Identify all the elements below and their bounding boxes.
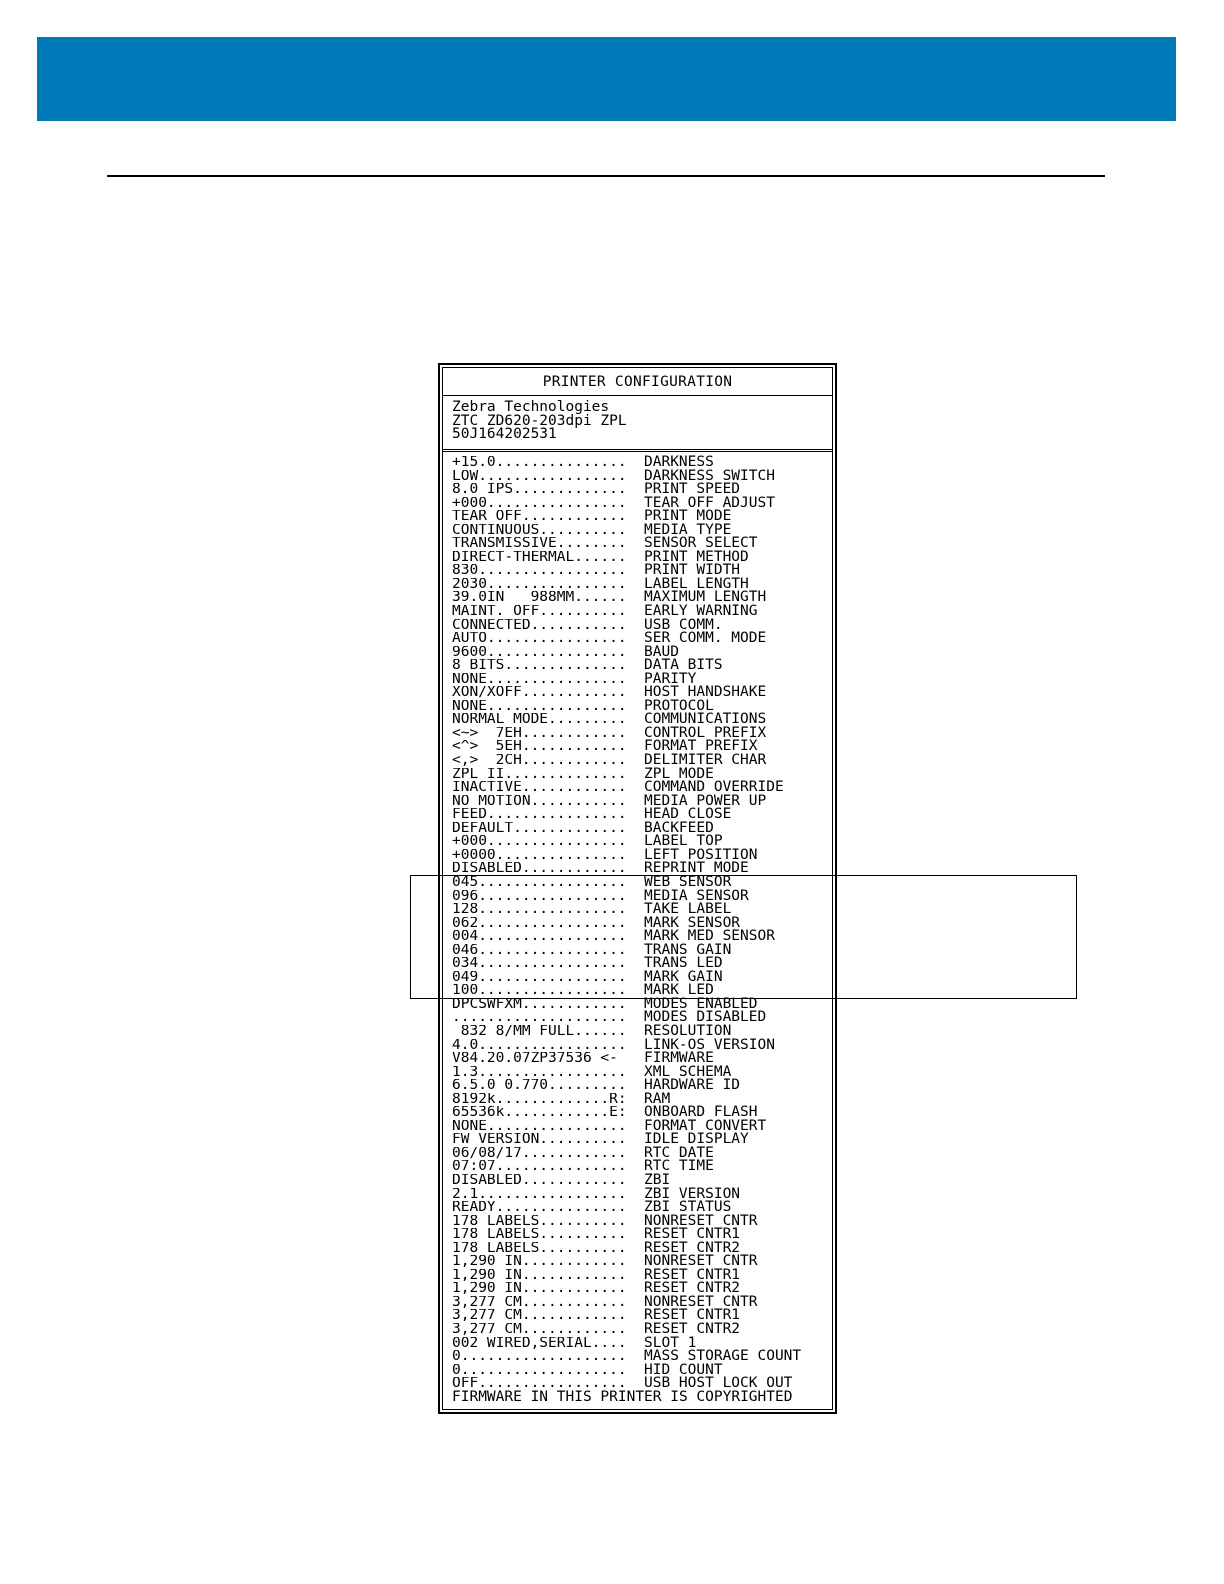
setting-value: 046................. bbox=[452, 943, 627, 958]
setting-name: MARK SENSOR bbox=[644, 914, 741, 931]
setting-value: +000................ bbox=[452, 496, 627, 511]
setting-value: CONNECTED........... bbox=[452, 618, 627, 633]
setting-row bbox=[452, 1133, 832, 1147]
setting-name: REPRINT MODE bbox=[644, 860, 749, 877]
setting-name: FORMAT CONVERT bbox=[644, 1117, 767, 1134]
setting-value: 39.0IN 988MM...... bbox=[452, 591, 627, 606]
setting-name: RESET CNTR1 bbox=[644, 1226, 741, 1243]
setting-name: SLOT 1 bbox=[644, 1334, 697, 1351]
setting-row bbox=[452, 1293, 832, 1310]
setting-name: HARDWARE ID bbox=[644, 1077, 741, 1094]
setting-name: ZBI STATUS bbox=[644, 1199, 732, 1216]
label-title: PRINTER CONFIGURATION bbox=[443, 368, 832, 396]
setting-value: 1.3................. bbox=[452, 1065, 627, 1080]
setting-name: IDLE DISPLAY bbox=[644, 1131, 749, 1148]
setting-row bbox=[452, 697, 832, 714]
sensor-values-callout-box bbox=[410, 875, 1077, 999]
setting-name: MASS STORAGE COUNT bbox=[644, 1348, 802, 1365]
setting-name: DATA BITS bbox=[644, 657, 723, 674]
setting-row bbox=[452, 808, 832, 822]
setting-value: DISABLED............ bbox=[452, 862, 627, 876]
setting-name: PRINT MODE bbox=[644, 508, 732, 525]
setting-name: LABEL LENGTH bbox=[644, 575, 749, 592]
setting-row bbox=[452, 632, 832, 646]
setting-row bbox=[452, 1350, 832, 1364]
setting-value: XON/XOFF............ bbox=[452, 686, 627, 700]
setting-name: RESOLUTION bbox=[644, 1022, 732, 1039]
setting-value: DIRECT-THERMAL...... bbox=[452, 550, 627, 565]
setting-row bbox=[452, 835, 832, 849]
setting-name: TRANS LED bbox=[644, 955, 723, 972]
setting-name: NONRESET CNTR bbox=[644, 1212, 758, 1229]
setting-row bbox=[452, 564, 832, 578]
setting-row bbox=[452, 1171, 832, 1188]
setting-row bbox=[452, 1144, 832, 1161]
setting-value: 8192k.............R: bbox=[452, 1092, 627, 1107]
setting-name: USB COMM. bbox=[644, 616, 723, 633]
setting-value: FEED................ bbox=[452, 808, 627, 822]
header-rule bbox=[107, 175, 1105, 177]
setting-value: 3,277 CM............ bbox=[452, 1295, 627, 1310]
setting-row bbox=[452, 483, 832, 497]
setting-value: NONE................ bbox=[452, 1119, 627, 1134]
setting-name: DELIMITER CHAR bbox=[644, 752, 767, 769]
setting-value: 832 8/MM FULL...... bbox=[452, 1024, 627, 1039]
setting-row bbox=[452, 1011, 832, 1025]
setting-row bbox=[452, 467, 832, 484]
setting-row bbox=[452, 521, 832, 538]
setting-value: OFF................. bbox=[452, 1377, 627, 1391]
top-banner bbox=[37, 37, 1176, 121]
setting-value: NONE................ bbox=[452, 672, 627, 687]
setting-name: RTC TIME bbox=[644, 1158, 714, 1175]
setting-value: +0000............... bbox=[452, 848, 627, 863]
setting-row bbox=[452, 1063, 832, 1080]
setting-name: MAXIMUM LENGTH bbox=[644, 589, 767, 606]
setting-row bbox=[452, 1282, 832, 1296]
setting-value: NO MOTION........... bbox=[452, 794, 627, 809]
setting-row bbox=[452, 1228, 832, 1242]
setting-name: ZBI VERSION bbox=[644, 1185, 741, 1202]
setting-value: 045................. bbox=[452, 875, 627, 890]
setting-name: EARLY WARNING bbox=[644, 603, 758, 620]
setting-name: MARK GAIN bbox=[644, 968, 723, 985]
setting-row bbox=[452, 591, 832, 605]
setting-row bbox=[452, 1117, 832, 1134]
setting-value: +000................ bbox=[452, 835, 627, 849]
setting-value: 128................. bbox=[452, 903, 627, 917]
setting-value: TRANSMISSIVE........ bbox=[452, 537, 627, 551]
setting-value: 830................. bbox=[452, 564, 627, 578]
setting-name: TAKE LABEL bbox=[644, 901, 732, 918]
setting-row bbox=[452, 1212, 832, 1229]
setting-value: 65536k............E: bbox=[452, 1106, 627, 1120]
setting-name: NONRESET CNTR bbox=[644, 1293, 758, 1310]
setting-row bbox=[452, 792, 832, 809]
setting-row bbox=[452, 1201, 832, 1215]
setting-name: PRINT WIDTH bbox=[644, 562, 741, 579]
setting-value: 4.0................. bbox=[452, 1038, 627, 1053]
setting-value: 6.5.0 0.770......... bbox=[452, 1079, 627, 1093]
setting-name: COMMAND OVERRIDE bbox=[644, 779, 784, 796]
setting-name: DARKNESS bbox=[644, 454, 714, 470]
setting-value: 100................. bbox=[452, 984, 627, 998]
setting-row bbox=[452, 1052, 832, 1066]
setting-name: RESET CNTR2 bbox=[644, 1280, 741, 1297]
printer-identity bbox=[443, 396, 832, 452]
setting-value: FW VERSION.......... bbox=[452, 1133, 627, 1147]
setting-row bbox=[452, 548, 832, 565]
setting-row bbox=[452, 1090, 832, 1107]
setting-value: NONE................ bbox=[452, 699, 627, 714]
setting-value: .................... bbox=[452, 1011, 627, 1025]
setting-name: FORMAT PREFIX bbox=[644, 738, 758, 755]
setting-value: 0................... bbox=[452, 1350, 627, 1364]
setting-row bbox=[452, 1323, 832, 1337]
setting-name: RESET CNTR1 bbox=[644, 1266, 741, 1283]
setting-row bbox=[452, 1160, 832, 1174]
setting-name: ONBOARD FLASH bbox=[644, 1104, 758, 1121]
setting-value: <,> 2CH............ bbox=[452, 754, 627, 768]
setting-row bbox=[452, 1255, 832, 1269]
setting-name: SENSOR SELECT bbox=[644, 535, 758, 552]
setting-row bbox=[452, 616, 832, 633]
setting-value: 1,290 IN............ bbox=[452, 1268, 627, 1283]
printer-model: ZTC ZD620-203dpi ZPL bbox=[452, 412, 627, 429]
setting-row bbox=[452, 1266, 832, 1283]
setting-name: PROTOCOL bbox=[644, 697, 714, 714]
setting-name: MEDIA SENSOR bbox=[644, 887, 749, 904]
setting-value: 004................. bbox=[452, 930, 627, 944]
setting-row bbox=[452, 456, 832, 470]
setting-row bbox=[452, 494, 832, 511]
setting-value: TEAR OFF............ bbox=[452, 510, 627, 524]
setting-name: HEAD CLOSE bbox=[644, 806, 732, 823]
setting-row bbox=[452, 1309, 832, 1323]
setting-value: INACTIVE............ bbox=[452, 781, 627, 795]
setting-name: LINK-OS VERSION bbox=[644, 1036, 775, 1053]
setting-name: MODES ENABLED bbox=[644, 995, 758, 1012]
setting-value: 034................. bbox=[452, 957, 627, 971]
setting-name: USB HOST LOCK OUT bbox=[644, 1375, 793, 1392]
setting-value: DEFAULT............. bbox=[452, 821, 627, 836]
setting-value: 002 WIRED,SERIAL.... bbox=[452, 1336, 627, 1351]
setting-row bbox=[452, 605, 832, 619]
setting-name: MARK LED bbox=[644, 982, 714, 999]
setting-value: AUTO................ bbox=[452, 632, 627, 646]
setting-name: LABEL TOP bbox=[644, 833, 723, 850]
setting-name: FIRMWARE bbox=[644, 1050, 714, 1067]
setting-value: 178 LABELS.......... bbox=[452, 1228, 627, 1242]
setting-name: TEAR OFF ADJUST bbox=[644, 494, 775, 511]
setting-row bbox=[452, 1022, 832, 1039]
setting-row bbox=[452, 754, 832, 768]
setting-value: 096................. bbox=[452, 889, 627, 904]
setting-row bbox=[452, 537, 832, 551]
setting-value: 8 BITS.............. bbox=[452, 659, 627, 673]
setting-row bbox=[452, 713, 832, 727]
setting-value: 1,290 IN............ bbox=[452, 1255, 627, 1269]
setting-value: CONTINUOUS.......... bbox=[452, 523, 627, 538]
setting-value: <~> 7EH............ bbox=[452, 726, 627, 741]
setting-row bbox=[452, 670, 832, 687]
setting-value: NORMAL MODE......... bbox=[452, 713, 627, 727]
setting-name: MARK MED SENSOR bbox=[644, 928, 775, 945]
setting-name: RESET CNTR1 bbox=[644, 1307, 741, 1324]
setting-row bbox=[452, 862, 832, 876]
setting-row bbox=[452, 819, 832, 836]
setting-name: CONTROL PREFIX bbox=[644, 724, 767, 741]
setting-row bbox=[452, 1036, 832, 1053]
setting-value: 2.1................. bbox=[452, 1187, 627, 1202]
setting-value: 3,277 CM............ bbox=[452, 1309, 627, 1323]
setting-value: 0................... bbox=[452, 1363, 627, 1378]
setting-row bbox=[452, 995, 832, 1012]
setting-row bbox=[452, 659, 832, 673]
setting-value: LOW................. bbox=[452, 469, 627, 484]
setting-row bbox=[452, 575, 832, 592]
setting-row bbox=[452, 1239, 832, 1256]
setting-name: MODES DISABLED bbox=[644, 1009, 767, 1026]
setting-row bbox=[452, 846, 832, 863]
setting-name: ZBI bbox=[644, 1171, 671, 1188]
setting-name: RESET CNTR2 bbox=[644, 1239, 741, 1256]
setting-name: PARITY bbox=[644, 670, 697, 687]
setting-name: XML SCHEMA bbox=[644, 1063, 732, 1080]
setting-value: DISABLED............ bbox=[452, 1173, 627, 1188]
setting-row bbox=[452, 686, 832, 700]
setting-name: BACKFEED bbox=[644, 819, 714, 836]
setting-name: PRINT SPEED bbox=[644, 481, 741, 498]
setting-row bbox=[452, 1079, 832, 1093]
setting-value: 049................. bbox=[452, 970, 627, 985]
setting-value: 07:07............... bbox=[452, 1160, 627, 1174]
setting-value: 2030................ bbox=[452, 577, 627, 592]
setting-value: +15.0............... bbox=[452, 456, 627, 470]
setting-row bbox=[452, 740, 832, 754]
setting-value: <^> 5EH............ bbox=[452, 740, 627, 755]
setting-row bbox=[452, 781, 832, 795]
setting-value: READY............... bbox=[452, 1201, 627, 1215]
setting-name: COMMUNICATIONS bbox=[644, 711, 767, 728]
serial-number: 50J164202531 bbox=[452, 426, 557, 443]
setting-name: PRINT METHOD bbox=[644, 548, 749, 565]
setting-value: 3,277 CM............ bbox=[452, 1323, 627, 1337]
setting-name: WEB SENSOR bbox=[644, 873, 732, 890]
setting-row bbox=[452, 510, 832, 524]
setting-name: BAUD bbox=[644, 643, 679, 660]
setting-value: DPCSWFXM............ bbox=[452, 997, 627, 1012]
setting-value: 178 LABELS.......... bbox=[452, 1241, 627, 1256]
setting-value: MAINT. OFF.......... bbox=[452, 605, 627, 619]
company-name: Zebra Technologies bbox=[452, 399, 610, 415]
setting-name: DARKNESS SWITCH bbox=[644, 467, 775, 484]
setting-name: SER COMM. MODE bbox=[644, 630, 767, 647]
setting-name: RTC DATE bbox=[644, 1144, 714, 1161]
setting-row bbox=[452, 1185, 832, 1202]
setting-value: 178 LABELS.......... bbox=[452, 1214, 627, 1229]
setting-row bbox=[452, 724, 832, 741]
copyright-footer: FIRMWARE IN THIS PRINTER IS COPYRIGHTED bbox=[452, 1388, 793, 1405]
setting-name: HID COUNT bbox=[644, 1361, 723, 1378]
setting-name: TRANS GAIN bbox=[644, 941, 732, 958]
setting-name: LEFT POSITION bbox=[644, 846, 758, 863]
setting-name: NONRESET CNTR bbox=[644, 1253, 758, 1270]
setting-value: 1,290 IN............ bbox=[452, 1282, 627, 1296]
setting-value: 9600................ bbox=[452, 645, 627, 660]
setting-name: RESET CNTR2 bbox=[644, 1321, 741, 1337]
setting-value: 06/08/17............ bbox=[452, 1146, 627, 1161]
setting-value: V84.20.07ZP37536 <- bbox=[452, 1052, 627, 1066]
setting-name: ZPL MODE bbox=[644, 765, 714, 782]
setting-value: 8.0 IPS............. bbox=[452, 483, 627, 497]
setting-name: MEDIA POWER UP bbox=[644, 792, 767, 809]
setting-name: MEDIA TYPE bbox=[644, 521, 732, 538]
setting-value: 062................. bbox=[452, 916, 627, 931]
setting-value: ZPL II.............. bbox=[452, 767, 627, 782]
setting-name: RAM bbox=[644, 1090, 671, 1107]
setting-row bbox=[452, 643, 832, 660]
setting-name: HOST HANDSHAKE bbox=[644, 684, 767, 701]
setting-row bbox=[452, 1106, 832, 1120]
